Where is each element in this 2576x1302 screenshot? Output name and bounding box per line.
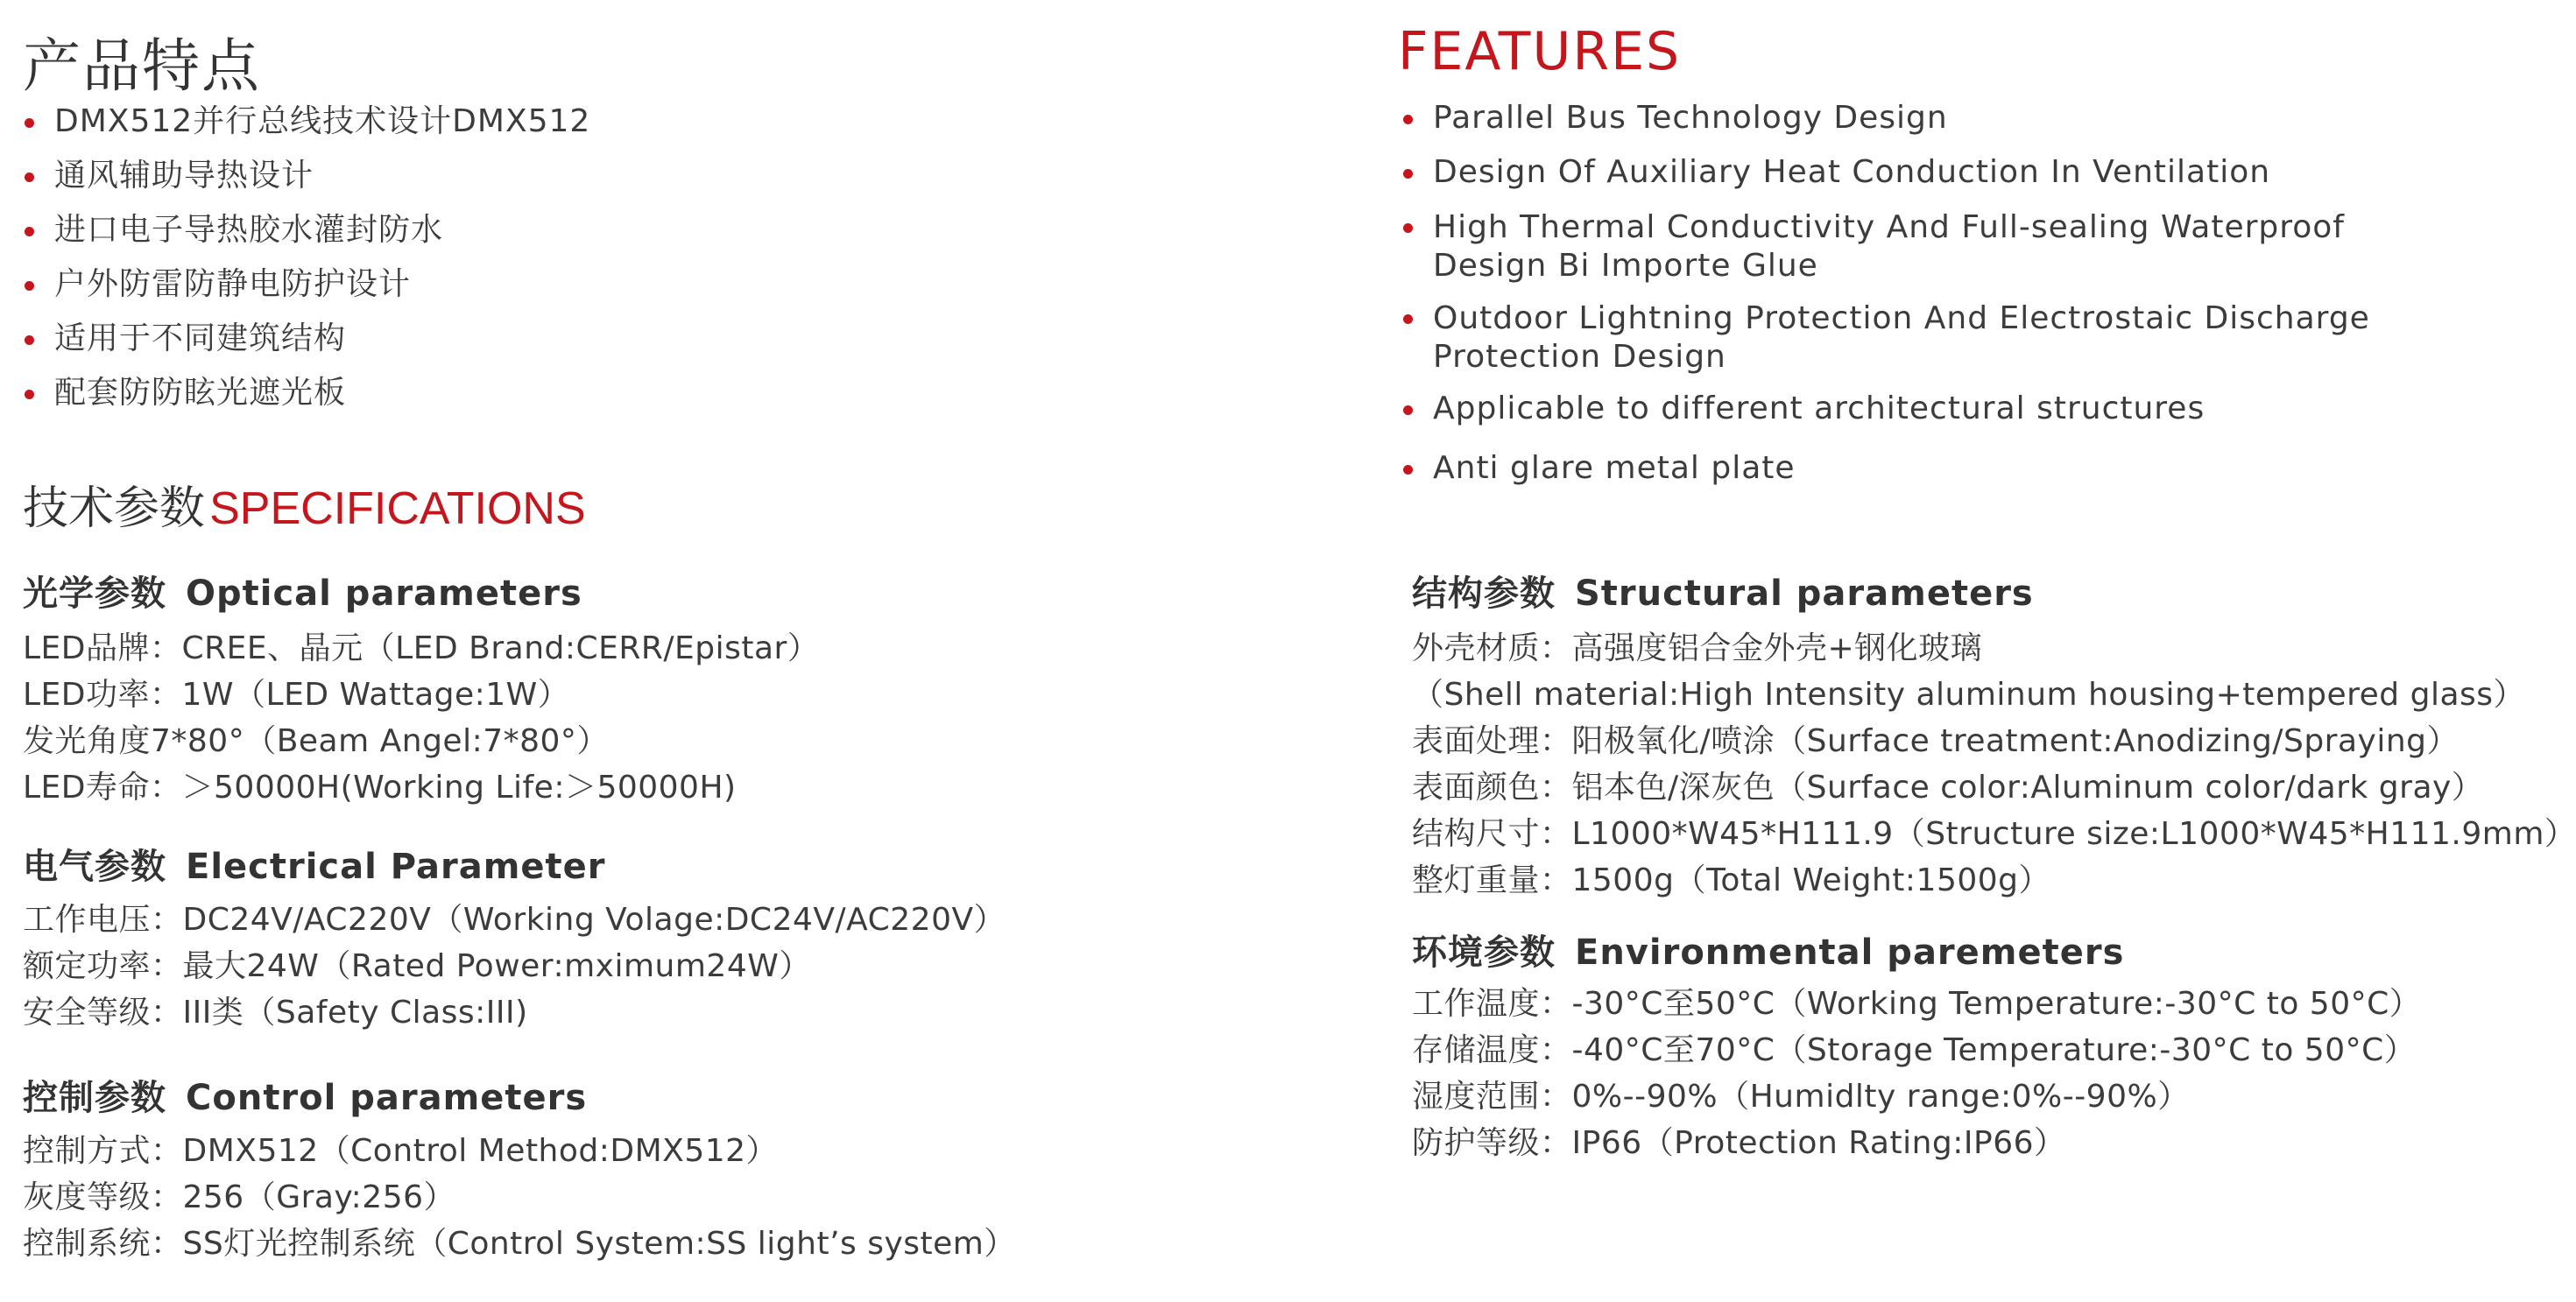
optical-line: 发光角度7*80°（Beam Angel:7*80°） [23, 723, 609, 759]
structural-line: 表面处理：阳极氧化/喷涂（Surface treatment:Anodizing/Spraying） [1412, 723, 2460, 759]
bullet-icon [25, 118, 34, 128]
bullet-icon [25, 172, 34, 182]
electrical-heading: 电气参数 Electrical Parameter [23, 847, 606, 887]
specifications-heading [23, 471, 586, 537]
list-item: Anti glare metal plate [1403, 445, 2370, 499]
structural-line: 表面颜色：铝本色/深灰色（Surface color:Aluminum color/dark gray） [1412, 770, 2484, 806]
structural-line: 结构尺寸：L1000*W45*H111.9（Structure size:L1000*W45*H111.9mm） [1412, 816, 2576, 852]
bullet-icon [1403, 169, 1413, 179]
environmental-line: 工作温度：-30°C至50°C（Working Temperature:-30°C to 50°C） [1412, 986, 2422, 1022]
environmental-line: 防护等级：IP66（Protection Rating:IP66） [1412, 1125, 2066, 1161]
bullet-icon [1403, 405, 1413, 415]
list-item: 进口电子导热胶水灌封防水 [25, 207, 590, 261]
list-item: High Thermal Conductivity And Full-sealing Waterproof Design Bi Importe Glue [1403, 203, 2370, 294]
bullet-icon [25, 390, 34, 399]
control-heading: 控制参数 Control parameters [23, 1078, 588, 1118]
bullet-icon [25, 227, 34, 236]
list-item: 通风辅助导热设计 [25, 152, 590, 207]
bullet-icon [25, 281, 34, 291]
optical-heading: 光学参数 Optical parameters [23, 574, 582, 614]
specifications-title-en: SPECIFICATIONS [209, 483, 586, 534]
bullet-icon [1403, 465, 1413, 475]
control-line: 控制方式：DMX512（Control Method:DMX512） [23, 1133, 779, 1169]
bullet-icon [1403, 314, 1413, 324]
control-line: 灰度等级：256（Gray:256） [23, 1179, 455, 1215]
features-title-cn: 产品特点 [23, 32, 261, 100]
structural-line: （Shell material:High Intensity aluminum housing+tempered glass） [1412, 677, 2526, 713]
electrical-line: 额定功率：最大24W（Rated Power:mximum24W） [23, 948, 811, 984]
list-item: 户外防雷防静电防护设计 [25, 261, 590, 315]
electrical-line: 安全等级：III类（Safety Class:III) [23, 995, 528, 1031]
electrical-line: 工作电压：DC24V/AC220V（Working Volage:DC24V/AC220V） [23, 902, 1006, 938]
list-item: Parallel Bus Technology Design [1403, 95, 2370, 149]
specifications-title-cn: 技术参数 [23, 482, 206, 535]
list-item: Applicable to different architectural structures [1403, 385, 2370, 445]
bullet-icon [1403, 115, 1413, 124]
environmental-heading: 环境参数 Environmental paremeters [1412, 933, 2125, 973]
structural-line: 整灯重量：1500g（Total Weight:1500g） [1412, 862, 2051, 898]
optical-line: LED品牌：CREE、晶元（LED Brand:CERR/Epistar） [23, 630, 820, 666]
list-item: 适用于不同建筑结构 [25, 315, 590, 369]
bullet-icon [25, 335, 34, 345]
list-item: DMX512并行总线技术设计DMX512 [25, 98, 590, 152]
control-line: 控制系统：SS灯光控制系统（Control System:SS light’s system） [23, 1226, 1016, 1262]
optical-line: LED功率：1W（LED Wattage:1W） [23, 677, 570, 713]
features-title-en: FEATURES [1398, 21, 1682, 82]
bullet-icon [1403, 223, 1413, 233]
structural-line: 外壳材质：高强度铝合金外壳+钢化玻璃 [1412, 630, 1983, 666]
structural-heading: 结构参数 Structural parameters [1412, 574, 2034, 614]
features-list-cn [25, 98, 590, 424]
features-list-en [1403, 95, 2370, 499]
list-item: Outdoor Lightning Protection And Electrostaic Discharge Protection Design [1403, 294, 2370, 385]
list-item: Design Of Auxiliary Heat Conduction In Ventilation [1403, 149, 2370, 203]
list-item: 配套防防眩光遮光板 [25, 369, 590, 424]
environmental-line: 湿度范围：0%--90%（Humidlty range:0%--90%） [1412, 1079, 2190, 1115]
optical-line: LED寿命：＞50000H(Working Life:＞50000H) [23, 770, 737, 806]
environmental-line: 存储温度：-40°C至70°C（Storage Temperature:-30°C to 50°C） [1412, 1032, 2417, 1068]
